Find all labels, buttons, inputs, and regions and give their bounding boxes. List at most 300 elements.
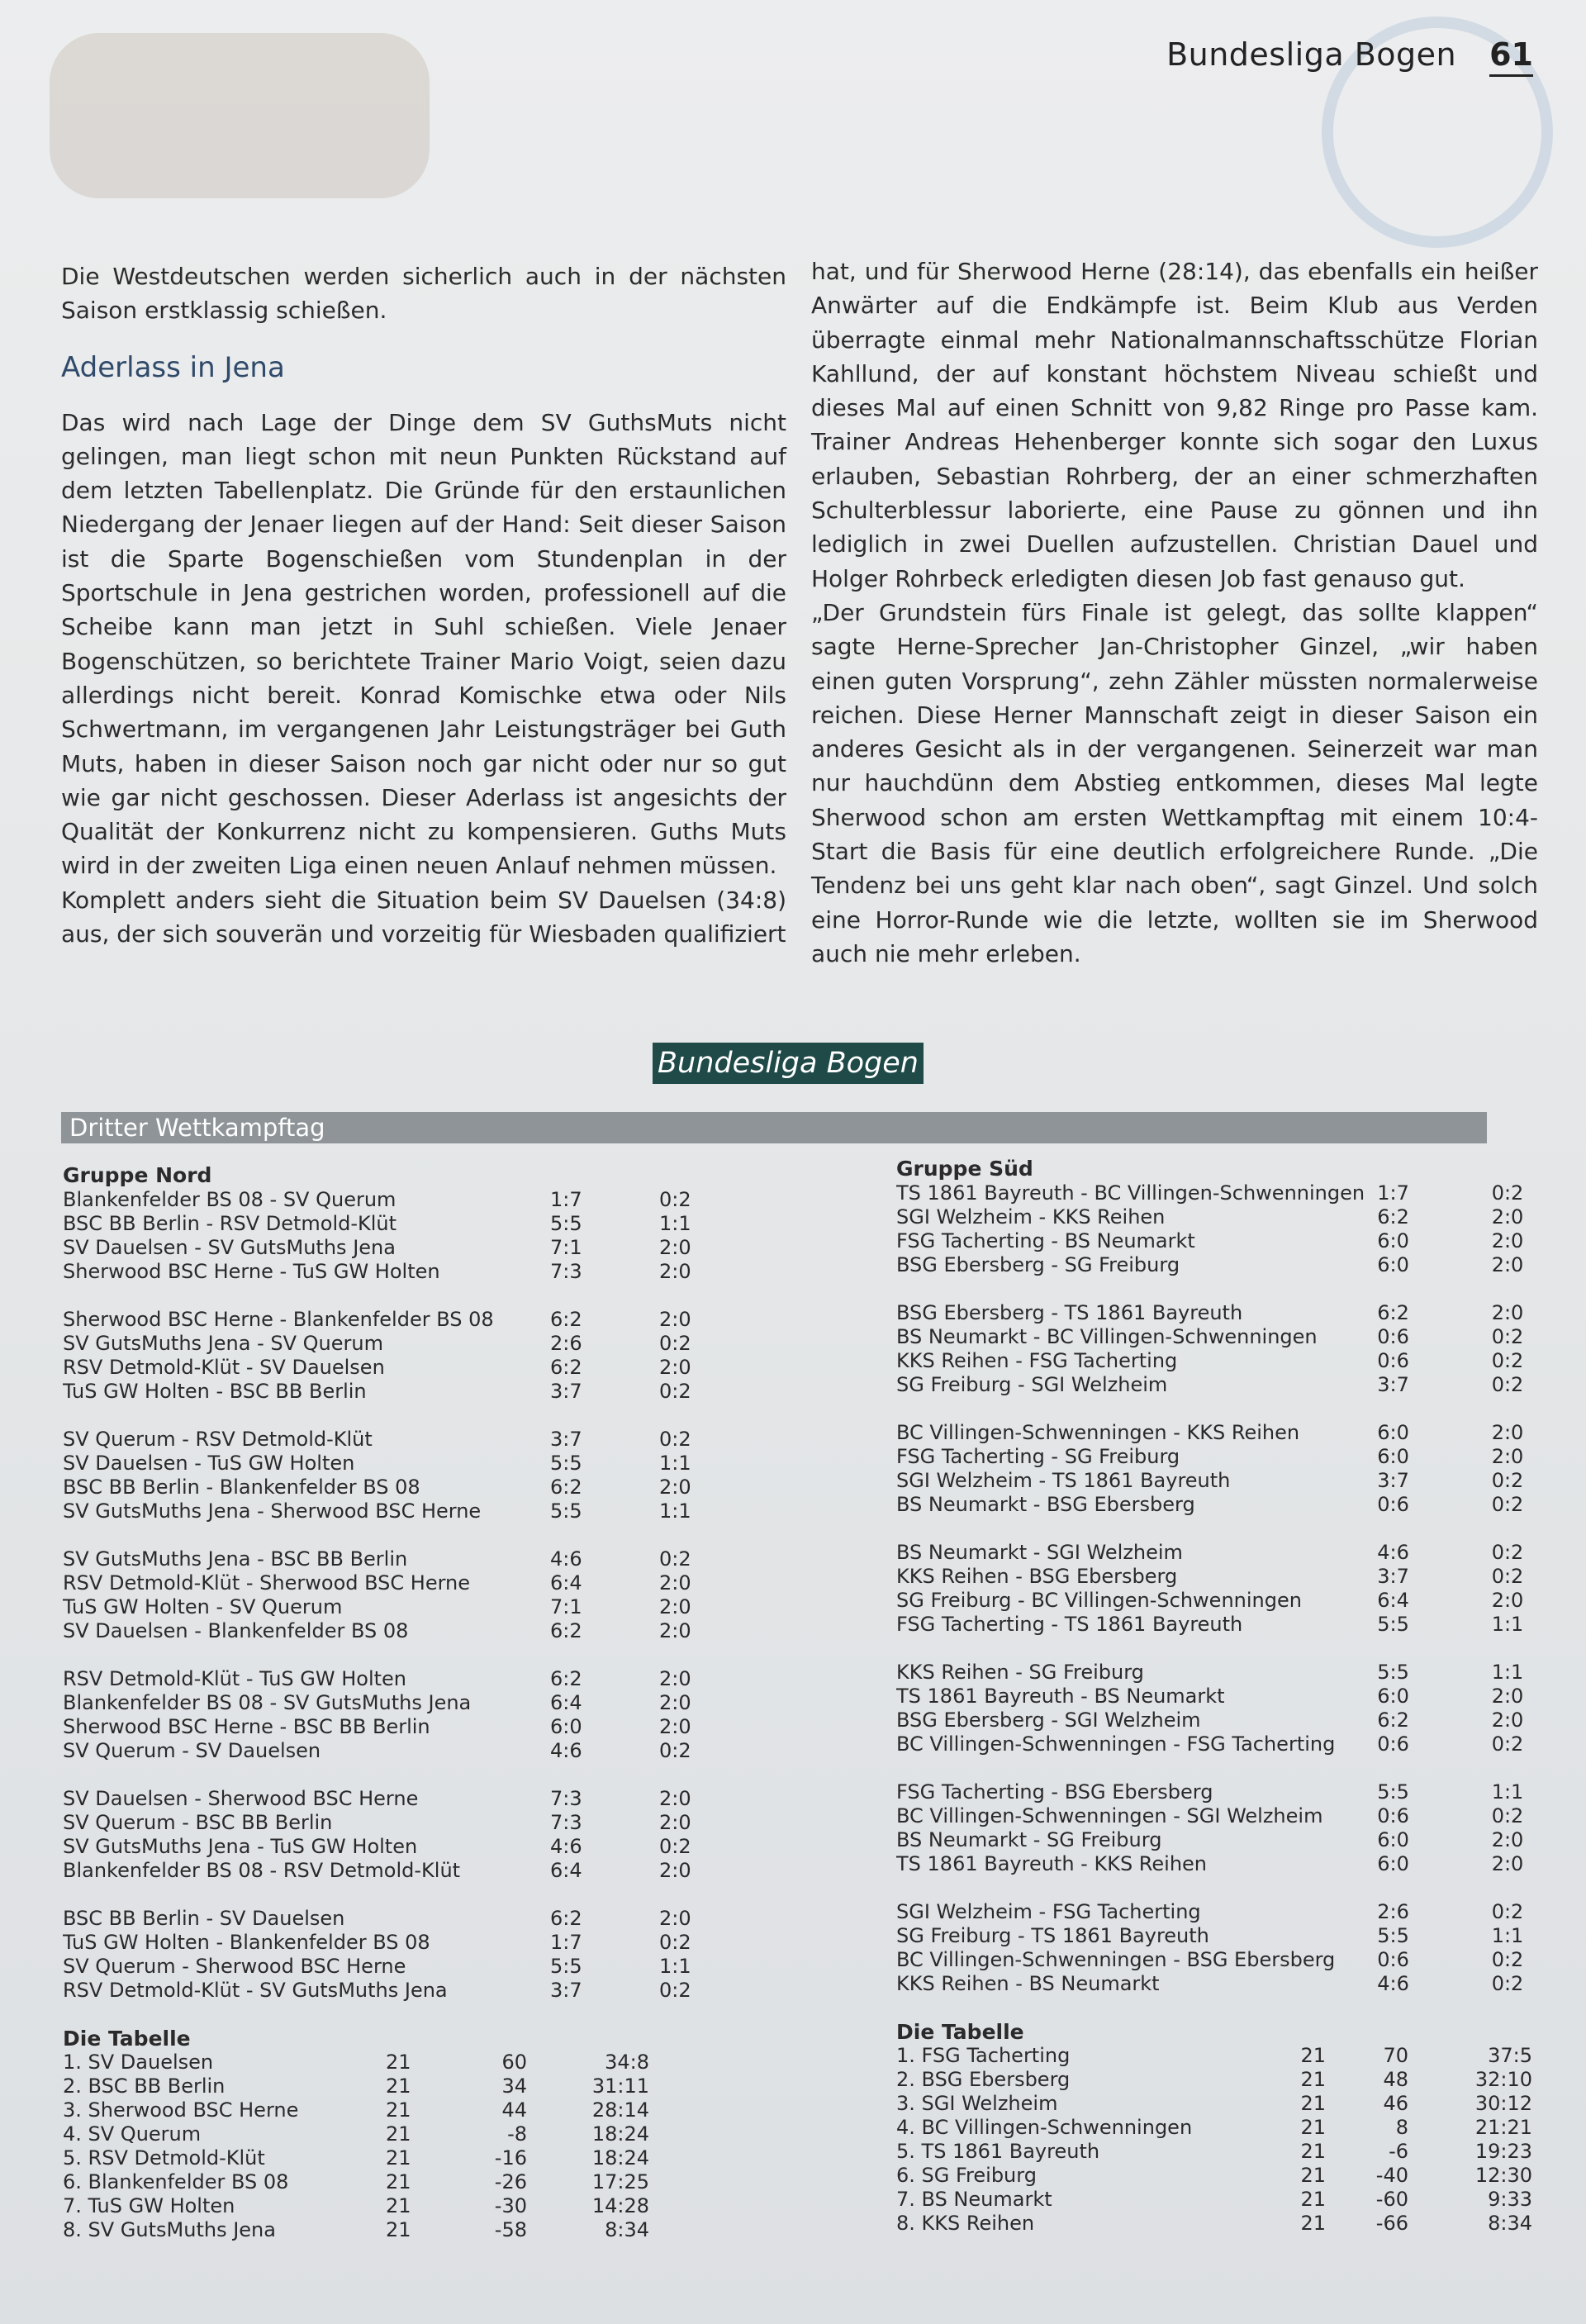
match-result: 3:7 — [1377, 1565, 1409, 1588]
team-name: 3. SGI Welzheim — [896, 2092, 1058, 2115]
match-row — [896, 1685, 1541, 1709]
paragraph: „Der Grundstein fürs Finale ist gelegt, das sollte klappen“ sagte Herne-Sprecher Jan-Christopher Ginzel, „wir haben einen guten Vorsprung“, zehn Zähler müssten normalerweise reichen. Diese Herner Mannschaft zeigt in dieser Saison ein anderes Gesicht als in der vergangenen. Seinerzeit war man nur hauchdünn dem Abstieg entkommen, dieses Mal legte Sherwood schon am ersten Wettkampftag mit einem 10:4-Start die Basis für eine deutlich erfolgreichere Runde. „Die Tendenz bei uns geht klar nach oben“, sagt Ginzel. Und solch eine Horror-Runde wie die letzte, wollten sie im Sherwood auch nie mehr erleben. — [811, 598, 1538, 967]
standings-row — [63, 2051, 757, 2074]
team-name: 7. TuS GW Holten — [63, 2194, 235, 2217]
paragraph: hat, und für Sherwood Herne (28:14), das ebenfalls ein heißer Anwärter auf die Endkämpfe ist. Beim Klub aus Verden überragte einmal mehr Nationalmannschaftsschütze Florian Kahllund, der auf konstant höchstem Niveau schießt und dieses Mal auf einen Schnitt von 9,82 Ringe pro Passe kam. Trainer Andreas Hehenberger konnte sich sogar den Luxus erlauben, Sebastian Rohrberg, der an einer schmerzhaften Schulterblessur laborierte, eine Pause zu gönnen und ihn lediglich in zwei Duellen aufzustellen. Christian Dauel und Holger Rohrbeck erledigten diesen Job fast genauso gut. — [811, 258, 1538, 592]
match-pairing: KKS Reihen - BS Neumarkt — [896, 1972, 1160, 1995]
matchday-bar: Dritter Wettkampftag — [61, 1112, 1487, 1143]
match-pairing: BSG Ebersberg - TS 1861 Bayreuth — [896, 1301, 1243, 1324]
match-row — [63, 1428, 757, 1452]
match-pairing: BC Villingen-Schwenningen - BSG Ebersberg — [896, 1948, 1336, 1971]
match-row — [63, 1907, 757, 1931]
difference: -66 — [1375, 2212, 1408, 2235]
match-pairing: SV GutsMuths Jena - Sherwood BSC Herne — [63, 1499, 482, 1523]
match-points: 1:1 — [1491, 1661, 1524, 1684]
difference: -16 — [494, 2146, 527, 2170]
match-points: 0:2 — [1491, 1948, 1524, 1971]
match-points: 0:2 — [1491, 1181, 1524, 1205]
match-pairing: TS 1861 Bayreuth - BS Neumarkt — [896, 1685, 1225, 1708]
group-title: Gruppe Süd — [896, 1157, 1033, 1181]
match-result: 6:4 — [550, 1859, 582, 1882]
match-points: 2:0 — [1491, 1421, 1524, 1444]
standings-row — [63, 2122, 757, 2146]
match-pairing: SG Freiburg - BC Villingen-Schwenningen — [896, 1589, 1302, 1612]
match-row — [63, 1739, 757, 1763]
match-result: 5:5 — [550, 1499, 582, 1523]
match-points: 2:0 — [659, 1667, 691, 1690]
match-pairing: SV Dauelsen - Blankenfelder BS 08 — [63, 1619, 409, 1642]
match-pairing: SG Freiburg - SGI Welzheim — [896, 1373, 1168, 1396]
team-name: 4. BC Villingen-Schwenningen — [896, 2116, 1193, 2139]
match-row — [896, 1732, 1541, 1756]
match-pairing: BS Neumarkt - BSG Ebersberg — [896, 1493, 1195, 1516]
match-row — [896, 1900, 1541, 1924]
match-pairing: TuS GW Holten - SV Querum — [63, 1595, 343, 1618]
match-result: 5:5 — [1377, 1661, 1409, 1684]
points: 18:24 — [591, 2146, 649, 2170]
games-played: 21 — [386, 2074, 411, 2098]
match-points: 2:0 — [659, 1787, 691, 1810]
match-points: 2:0 — [1491, 1852, 1524, 1875]
match-result: 1:7 — [1377, 1181, 1409, 1205]
match-block — [896, 1421, 1541, 1517]
standings-row — [63, 2218, 757, 2242]
article-column-left — [61, 259, 786, 951]
match-block — [896, 1780, 1541, 1876]
games-played: 21 — [1300, 2092, 1326, 2115]
match-result: 4:6 — [1377, 1972, 1409, 1995]
match-pairing: Sherwood BSC Herne - TuS GW Holten — [63, 1260, 440, 1283]
match-points: 0:2 — [1491, 1349, 1524, 1372]
match-points: 2:0 — [659, 1907, 691, 1930]
match-row — [896, 1445, 1541, 1469]
difference: -30 — [494, 2194, 527, 2217]
match-pairing: RSV Detmold-Klüt - Sherwood BSC Herne — [63, 1571, 471, 1594]
points: 32:10 — [1474, 2068, 1532, 2091]
match-pairing: TuS GW Holten - Blankenfelder BS 08 — [63, 1931, 430, 1954]
results-group-nord — [63, 1163, 757, 2242]
standings-row — [63, 2170, 757, 2194]
match-result: 6:2 — [1377, 1205, 1409, 1229]
match-row — [896, 1589, 1541, 1613]
match-row — [896, 1780, 1541, 1804]
match-result: 5:5 — [550, 1955, 582, 1978]
match-pairing: RSV Detmold-Klüt - SV Dauelsen — [63, 1356, 385, 1379]
match-points: 2:0 — [659, 1571, 691, 1594]
match-pairing: BSC BB Berlin - RSV Detmold-Klüt — [63, 1212, 397, 1235]
match-result: 6:0 — [1377, 1852, 1409, 1875]
match-row — [63, 1547, 757, 1571]
match-row — [896, 1421, 1541, 1445]
difference: 70 — [1383, 2044, 1408, 2067]
team-name: 5. TS 1861 Bayreuth — [896, 2140, 1100, 2163]
match-points: 0:2 — [1491, 1373, 1524, 1396]
match-pairing: BSG Ebersberg - SG Freiburg — [896, 1253, 1180, 1276]
match-result: 4:6 — [550, 1547, 582, 1571]
team-name: 3. Sherwood BSC Herne — [63, 2098, 299, 2122]
team-name: 2. BSG Ebersberg — [896, 2068, 1071, 2091]
match-points: 2:0 — [1491, 1828, 1524, 1851]
games-played: 21 — [386, 2146, 411, 2170]
match-points: 0:2 — [659, 1380, 691, 1403]
match-points: 2:0 — [1491, 1301, 1524, 1324]
section-title: Bundesliga Bogen — [1166, 36, 1457, 73]
match-result: 0:6 — [1377, 1948, 1409, 1971]
match-block — [63, 1907, 757, 2003]
match-result: 6:0 — [1377, 1253, 1409, 1276]
match-result: 6:4 — [1377, 1589, 1409, 1612]
match-row — [63, 1571, 757, 1595]
team-name: 5. RSV Detmold-Klüt — [63, 2146, 265, 2170]
match-pairing: FSG Tacherting - TS 1861 Bayreuth — [896, 1613, 1243, 1636]
team-name: 6. Blankenfelder BS 08 — [63, 2170, 289, 2193]
match-result: 1:7 — [550, 1931, 582, 1954]
standings-row — [896, 2116, 1541, 2140]
match-points: 1:1 — [659, 1499, 691, 1523]
points: 31:11 — [591, 2074, 649, 2098]
match-pairing: BSG Ebersberg - SGI Welzheim — [896, 1709, 1201, 1732]
match-row — [63, 1595, 757, 1619]
match-pairing: BC Villingen-Schwenningen - KKS Reihen — [896, 1421, 1300, 1444]
match-pairing: SV Querum - Sherwood BSC Herne — [63, 1955, 406, 1978]
match-result: 7:3 — [550, 1787, 582, 1810]
match-points: 2:0 — [659, 1619, 691, 1642]
match-points: 1:1 — [659, 1955, 691, 1978]
match-pairing: TS 1861 Bayreuth - KKS Reihen — [896, 1852, 1208, 1875]
match-result: 6:0 — [1377, 1445, 1409, 1468]
games-played: 21 — [1300, 2164, 1326, 2187]
match-row — [896, 1972, 1541, 1996]
match-points: 0:2 — [659, 1835, 691, 1858]
difference: -60 — [1375, 2188, 1408, 2211]
match-row — [896, 1469, 1541, 1493]
match-pairing: SV GutsMuths Jena - SV Querum — [63, 1332, 383, 1355]
match-result: 3:7 — [1377, 1469, 1409, 1492]
match-pairing: BS Neumarkt - SGI Welzheim — [896, 1541, 1183, 1564]
standings-table — [896, 2020, 1541, 2236]
match-row — [63, 1476, 757, 1499]
match-result: 5:5 — [1377, 1924, 1409, 1947]
match-points: 0:2 — [1491, 1493, 1524, 1516]
match-row — [63, 1811, 757, 1835]
match-block — [63, 1787, 757, 1883]
match-pairing: BS Neumarkt - BC Villingen-Schwenningen — [896, 1325, 1318, 1348]
difference: -6 — [1389, 2140, 1408, 2163]
match-row — [63, 1715, 757, 1739]
match-pairing: SV Querum - RSV Detmold-Klüt — [63, 1428, 373, 1451]
page-number: 61 — [1489, 36, 1533, 77]
games-played: 21 — [386, 2194, 411, 2217]
match-row — [63, 1931, 757, 1955]
difference: 8 — [1395, 2116, 1408, 2139]
match-points: 0:2 — [659, 1979, 691, 2002]
games-played: 21 — [386, 2218, 411, 2241]
match-result: 7:1 — [550, 1595, 582, 1618]
match-pairing: Sherwood BSC Herne - Blankenfelder BS 08 — [63, 1308, 494, 1331]
team-name: 6. SG Freiburg — [896, 2164, 1037, 2187]
match-points: 0:2 — [1491, 1325, 1524, 1348]
standings-title: Die Tabelle — [63, 2027, 191, 2051]
match-result: 7:3 — [550, 1811, 582, 1834]
match-row — [63, 1260, 757, 1284]
match-pairing: SV GutsMuths Jena - TuS GW Holten — [63, 1835, 418, 1858]
match-row — [896, 1541, 1541, 1565]
match-result: 7:1 — [550, 1236, 582, 1259]
match-pairing: Sherwood BSC Herne - BSC BB Berlin — [63, 1715, 430, 1738]
match-row — [896, 1349, 1541, 1373]
team-name: 8. KKS Reihen — [896, 2212, 1035, 2235]
match-result: 1:7 — [550, 1188, 582, 1211]
match-points: 2:0 — [1491, 1445, 1524, 1468]
match-points: 0:2 — [659, 1547, 691, 1571]
match-points: 2:0 — [659, 1859, 691, 1882]
match-block — [63, 1547, 757, 1643]
article-column-right — [811, 254, 1538, 971]
team-name: 8. SV GutsMuths Jena — [63, 2218, 276, 2241]
difference: -58 — [494, 2218, 527, 2241]
match-block — [896, 1541, 1541, 1637]
standings-row — [896, 2140, 1541, 2164]
match-result: 5:5 — [1377, 1613, 1409, 1636]
results-title: Bundesliga Bogen — [653, 1043, 924, 1084]
match-result: 4:6 — [550, 1835, 582, 1858]
match-pairing: SV Querum - BSC BB Berlin — [63, 1811, 333, 1834]
match-row — [63, 1212, 757, 1236]
match-points: 2:0 — [1491, 1229, 1524, 1252]
points: 8:34 — [605, 2218, 649, 2241]
match-points: 1:1 — [659, 1452, 691, 1475]
points: 9:33 — [1488, 2188, 1532, 2211]
standings-row — [896, 2188, 1541, 2212]
results-group-sued — [896, 1157, 1541, 2236]
match-result: 2:6 — [550, 1332, 582, 1355]
match-row — [896, 1828, 1541, 1852]
games-played: 21 — [1300, 2140, 1326, 2163]
points: 12:30 — [1474, 2164, 1532, 2187]
standings-title: Die Tabelle — [896, 2020, 1024, 2044]
match-points: 0:2 — [659, 1188, 691, 1211]
standings-row — [63, 2146, 757, 2170]
match-row — [896, 1493, 1541, 1517]
match-points: 2:0 — [659, 1476, 691, 1499]
match-result: 4:6 — [550, 1739, 582, 1762]
match-pairing: SV Dauelsen - TuS GW Holten — [63, 1452, 355, 1475]
match-block — [896, 1661, 1541, 1756]
match-result: 0:6 — [1377, 1804, 1409, 1827]
difference: 60 — [501, 2051, 527, 2074]
match-pairing: BC Villingen-Schwenningen - SGI Welzheim — [896, 1804, 1323, 1827]
match-result: 7:3 — [550, 1260, 582, 1283]
match-pairing: BS Neumarkt - SG Freiburg — [896, 1828, 1162, 1851]
match-points: 2:0 — [659, 1308, 691, 1331]
games-played: 21 — [386, 2051, 411, 2074]
match-pairing: SGI Welzheim - FSG Tacherting — [896, 1900, 1201, 1923]
match-points: 0:2 — [1491, 1541, 1524, 1564]
match-pairing: SGI Welzheim - KKS Reihen — [896, 1205, 1166, 1229]
match-pairing: SV GutsMuths Jena - BSC BB Berlin — [63, 1547, 408, 1571]
match-pairing: Blankenfelder BS 08 - RSV Detmold-Klüt — [63, 1859, 461, 1882]
subheading: Aderlass in Jena — [61, 350, 285, 384]
match-result: 3:7 — [1377, 1373, 1409, 1396]
match-points: 2:0 — [659, 1715, 691, 1738]
match-result: 5:5 — [1377, 1780, 1409, 1804]
match-result: 3:7 — [550, 1428, 582, 1451]
match-row — [896, 1205, 1541, 1229]
games-played: 21 — [386, 2122, 411, 2146]
match-row — [63, 1452, 757, 1476]
match-points: 2:0 — [1491, 1709, 1524, 1732]
match-pairing: BSC BB Berlin - SV Dauelsen — [63, 1907, 345, 1930]
match-pairing: SV Dauelsen - Sherwood BSC Herne — [63, 1787, 419, 1810]
match-points: 2:0 — [659, 1691, 691, 1714]
standings-row — [896, 2092, 1541, 2116]
team-name: 4. SV Querum — [63, 2122, 202, 2146]
match-row — [896, 1181, 1541, 1205]
standings-row — [896, 2044, 1541, 2068]
match-result: 0:6 — [1377, 1732, 1409, 1756]
match-row — [896, 1373, 1541, 1397]
match-points: 2:0 — [659, 1595, 691, 1618]
points: 21:21 — [1474, 2116, 1532, 2139]
match-block — [896, 1181, 1541, 1277]
match-pairing: Blankenfelder BS 08 - SV Querum — [63, 1188, 396, 1211]
match-points: 0:2 — [659, 1739, 691, 1762]
match-points: 2:0 — [1491, 1685, 1524, 1708]
match-points: 1:1 — [1491, 1613, 1524, 1636]
match-pairing: FSG Tacherting - BSG Ebersberg — [896, 1780, 1213, 1804]
match-row — [63, 1955, 757, 1979]
match-points: 2:0 — [1491, 1205, 1524, 1229]
match-pairing: SG Freiburg - TS 1861 Bayreuth — [896, 1924, 1209, 1947]
match-pairing: Blankenfelder BS 08 - SV GutsMuths Jena — [63, 1691, 472, 1714]
match-result: 6:2 — [550, 1308, 582, 1331]
match-row — [896, 1924, 1541, 1948]
match-row — [63, 1787, 757, 1811]
difference: 46 — [1383, 2092, 1408, 2115]
match-result: 6:0 — [1377, 1685, 1409, 1708]
match-result: 6:2 — [550, 1667, 582, 1690]
difference: -26 — [494, 2170, 527, 2193]
match-row — [896, 1852, 1541, 1876]
match-pairing: KKS Reihen - FSG Tacherting — [896, 1349, 1178, 1372]
match-result: 6:0 — [550, 1715, 582, 1738]
page-header — [872, 36, 1533, 78]
match-pairing: BC Villingen-Schwenningen - FSG Tacherting — [896, 1732, 1336, 1756]
difference: 34 — [501, 2074, 527, 2098]
match-block — [896, 1900, 1541, 1996]
games-played: 21 — [1300, 2044, 1326, 2067]
match-result: 6:2 — [1377, 1709, 1409, 1732]
match-result: 6:0 — [1377, 1229, 1409, 1252]
team-name: 1. FSG Tacherting — [896, 2044, 1071, 2067]
match-pairing: KKS Reihen - BSG Ebersberg — [896, 1565, 1178, 1588]
match-points: 2:0 — [659, 1811, 691, 1834]
match-pairing: RSV Detmold-Klüt - TuS GW Holten — [63, 1667, 407, 1690]
points: 37:5 — [1488, 2044, 1532, 2067]
match-block — [63, 1188, 757, 1284]
group-title: Gruppe Nord — [63, 1163, 212, 1187]
match-pairing: RSV Detmold-Klüt - SV GutsMuths Jena — [63, 1979, 448, 2002]
match-result: 0:6 — [1377, 1325, 1409, 1348]
match-pairing: FSG Tacherting - BS Neumarkt — [896, 1229, 1195, 1252]
standings-row — [63, 2074, 757, 2098]
match-result: 0:6 — [1377, 1493, 1409, 1516]
match-result: 5:5 — [550, 1212, 582, 1235]
match-points: 0:2 — [1491, 1732, 1524, 1756]
match-row — [63, 1499, 757, 1523]
difference: -8 — [507, 2122, 527, 2146]
games-played: 21 — [1300, 2068, 1326, 2091]
standings-row — [63, 2194, 757, 2218]
team-name: 2. BSC BB Berlin — [63, 2074, 226, 2098]
points: 28:14 — [591, 2098, 649, 2122]
match-pairing: FSG Tacherting - SG Freiburg — [896, 1445, 1180, 1468]
points: 14:28 — [591, 2194, 649, 2217]
points: 8:34 — [1488, 2212, 1532, 2235]
match-row — [896, 1229, 1541, 1253]
difference: -40 — [1375, 2164, 1408, 2187]
match-row — [896, 1613, 1541, 1637]
match-result: 6:0 — [1377, 1828, 1409, 1851]
match-result: 6:4 — [550, 1571, 582, 1594]
match-points: 2:0 — [659, 1260, 691, 1283]
match-points: 0:2 — [659, 1332, 691, 1355]
match-points: 2:0 — [659, 1236, 691, 1259]
match-block — [63, 1667, 757, 1763]
match-row — [896, 1565, 1541, 1589]
team-name: 7. BS Neumarkt — [896, 2188, 1052, 2211]
match-block — [896, 1301, 1541, 1397]
standings-row — [63, 2098, 757, 2122]
match-points: 1:1 — [659, 1212, 691, 1235]
games-played: 21 — [1300, 2116, 1326, 2139]
match-result: 5:5 — [550, 1452, 582, 1475]
match-row — [63, 1356, 757, 1380]
games-played: 21 — [1300, 2212, 1326, 2235]
match-result: 3:7 — [550, 1380, 582, 1403]
paragraph: Das wird nach Lage der Dinge dem SV GuthsMuts nicht gelingen, man liegt schon mit neun Punkten Rückstand auf dem letzten Tabellenplatz. Die Gründe für den erstaunlichen Niedergang der Jenaer liegen auf der Hand: Seit dieser Saison ist die Sparte Bogenschießen vom Stundenplan in der Sportschule in Jena gestrichen worden, professionell auf die Scheibe kann man jetzt in Suhl schießen. Viele Jenaer Bogenschützen, so berichtete Trainer Mario Voigt, seien dazu allerdings nicht bereit. Konrad Komischke etwa oder Nils Schwertmann, im vergangenen Jahr Leistungsträger bei Guth Muts, haben in dieser Saison noch gar nicht oder nur so gut wie gar nicht geschossen. Dieser Aderlass ist angesichts der Qualität der Konkurrenz nicht zu kompensieren. Guths Muts wird in der zweiten Liga einen neuen Anlauf nehmen müssen. — [61, 408, 786, 880]
match-row — [63, 1236, 757, 1260]
games-played: 21 — [1300, 2188, 1326, 2211]
match-result: 6:2 — [550, 1356, 582, 1379]
match-result: 0:6 — [1377, 1349, 1409, 1372]
match-row — [63, 1667, 757, 1691]
match-pairing: TS 1861 Bayreuth - BC Villingen-Schwenningen — [896, 1181, 1365, 1205]
match-points: 2:0 — [1491, 1253, 1524, 1276]
match-list — [63, 1188, 757, 2003]
points: 19:23 — [1474, 2140, 1532, 2163]
match-result: 6:2 — [550, 1619, 582, 1642]
match-row — [63, 1332, 757, 1356]
match-points: 0:2 — [1491, 1900, 1524, 1923]
match-points: 2:0 — [1491, 1589, 1524, 1612]
match-points: 2:0 — [659, 1356, 691, 1379]
match-row — [63, 1308, 757, 1332]
match-row — [896, 1804, 1541, 1828]
difference: 44 — [501, 2098, 527, 2122]
match-result: 6:2 — [550, 1907, 582, 1930]
match-row — [896, 1301, 1541, 1325]
match-result: 6:2 — [550, 1476, 582, 1499]
match-pairing: SV Querum - SV Dauelsen — [63, 1739, 321, 1762]
games-played: 21 — [386, 2170, 411, 2193]
match-row — [63, 1859, 757, 1883]
match-row — [63, 1380, 757, 1404]
match-result: 6:4 — [550, 1691, 582, 1714]
match-points: 1:1 — [1491, 1924, 1524, 1947]
match-row — [63, 1979, 757, 2003]
match-result: 6:0 — [1377, 1421, 1409, 1444]
